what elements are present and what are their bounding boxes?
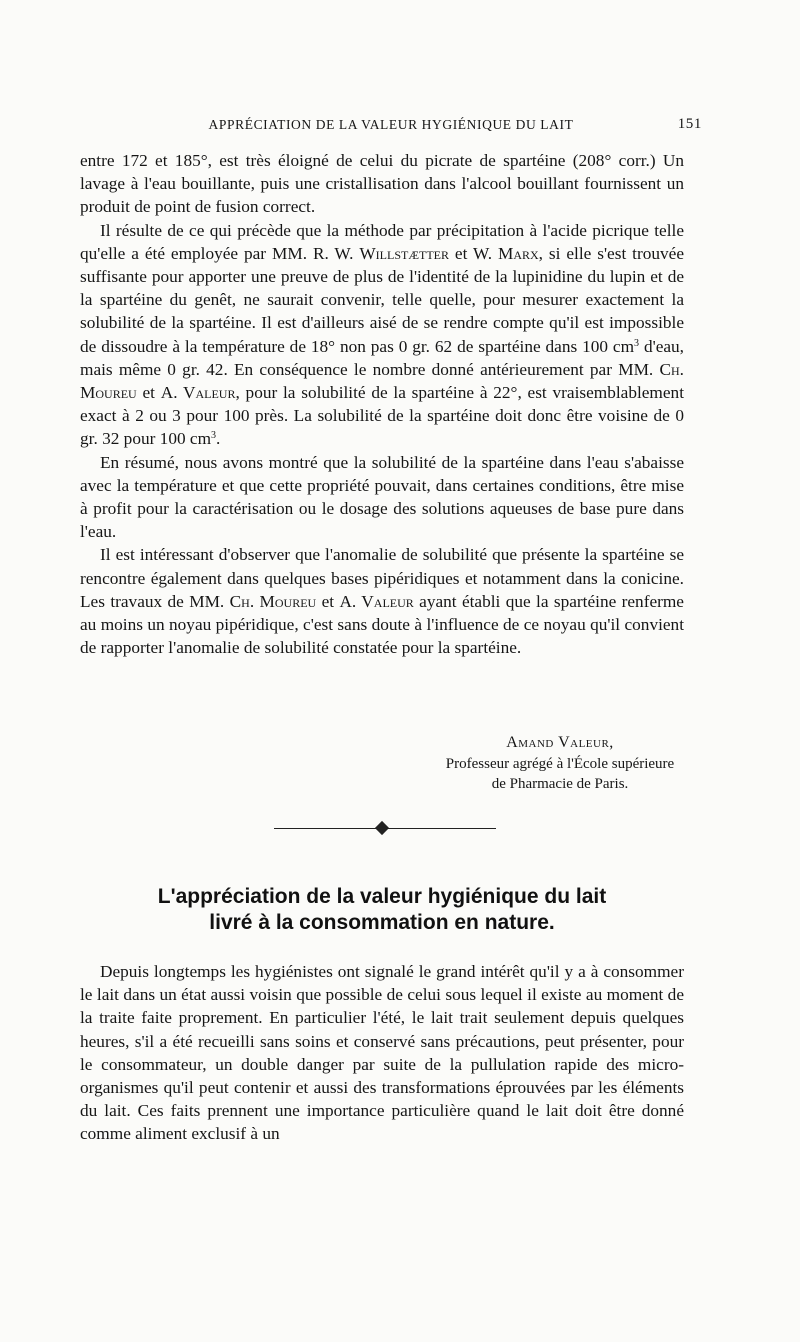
paragraph-2-text-f: , pour la solubilité de la spartéine à 22°, est vraisemblablement exact à 2 ou 3 pour 100 près. La solubilité de la spartéine doit donc être voisine de 0 gr. 32 pour 100 cm — [80, 383, 684, 449]
article-body — [80, 960, 684, 1146]
paragraph-2-text-b: et W. — [449, 243, 498, 263]
paragraph-2-text-d: d'eau, mais même 0 gr. 42. En conséquence le nombre donné antérieurement par MM. — [80, 336, 684, 379]
paragraph-4-text-a: Il est intéressant d'observer que l'anomalie de solubilité que présente la spartéine se rencontre également dans quelques bases pipéridiques et notamment dans la conicine. Les travaux de MM. — [80, 545, 684, 611]
signature — [440, 732, 680, 794]
paragraph-2-text-e: et — [136, 383, 161, 403]
author-name-moureu: Ch. Moureu — [229, 591, 317, 611]
superscript-3: 3 — [211, 430, 217, 442]
author-name-willstaetter: Willstætter — [359, 243, 449, 263]
running-head — [80, 117, 702, 137]
article-title-line-1: L'appréciation de la valeur hygiénique du lait — [157, 885, 607, 908]
signature-title-line-2: de Pharmacie de Paris. — [491, 776, 629, 792]
author-name-marx: Marx — [497, 243, 539, 263]
article-title-line-2: livré à la consommation en nature. — [209, 911, 555, 934]
running-title: APPRÉCIATION DE LA VALEUR HYGIÉNIQUE DU LAIT — [208, 117, 574, 132]
paragraph-4 — [80, 543, 684, 659]
diamond-ornament-icon — [375, 821, 389, 835]
paragraph-4-text-b: et — [316, 591, 340, 611]
author-name-valeur: A. Valeur — [160, 383, 236, 403]
section-separator — [274, 822, 496, 836]
paragraph-1: entre 172 et 185°, est très éloigné de celui du picrate de spartéine (208° corr.) Un lavage à l'eau bouillante, puis une cristallisation dans l'alcool bouillant fournissent un produit de point de fusion correct. — [80, 151, 684, 217]
paragraph-2-text-g: . — [216, 429, 221, 449]
author-name-moureu: Ch. Moureu — [80, 359, 684, 403]
paragraph-2 — [80, 219, 684, 451]
signature-author: Amand Valeur, — [506, 734, 614, 751]
paragraph-2-text-a: Il résulte de ce qui précède que la méthode par précipitation à l'acide picrique telle qu'elle a été employée par MM. R. W. — [80, 220, 684, 263]
paragraph-2-text-c: , si elle s'est trouvée suffisante pour apporter une preuve de plus de l'identité de la lupinidine du lupin et de la spartéine du genêt, ne saurait convenir, telle quelle, pour mesurer exactement la solubilité de la spartéine. Il est d'ailleurs aisé de se rendre compte qu'il est impossible de dissoudre à la température de 18° non pas 0 gr. 62 de spartéine dans 100 cm — [80, 243, 684, 356]
author-name-valeur: A. Valeur — [339, 591, 414, 611]
page-number: 151 — [677, 116, 702, 132]
paragraph-3: En résumé, nous avons montré que la solubilité de la spartéine dans l'eau s'abaisse avec la température et que cette propriété pouvait, dans certaines conditions, être mise à profit pour la caractérisation ou le dosage des solutions aqueuses de base pure dans l'eau. — [80, 452, 684, 542]
paragraph-4-text-c: ayant établi que la spartéine renferme au moins un noyau pipéridique, c'est sans doute à l'influence de ce noyau qu'il convient de rapporter l'anomalie de solubilité constatée pour la spartéine. — [80, 591, 684, 658]
superscript-3: 3 — [634, 337, 640, 349]
article-title — [80, 884, 684, 936]
article-paragraph-1: Depuis longtemps les hygiénistes ont signalé le grand intérêt qu'il y a à consommer le lait dans un état aussi voisin que possible de celui sous lequel il existe au moment de la traite faite proprement. En particulier l'été, le lait trait seulement depuis quelques heures, s'il a été recueilli sans soins et conservé sans précautions, peut présenter, pour le consommateur, un double danger par suite de la pullulation rapide des micro-organismes qu'il peut contenir et aussi des transformations éprouvées par les éléments du lait. Ces faits prennent une importance particulière quand le lait doit être donné comme aliment exclusif à un — [80, 962, 684, 1144]
signature-title-line-1: Professeur agrégé à l'École supérieure — [445, 756, 675, 772]
previous-article-text — [80, 149, 684, 659]
